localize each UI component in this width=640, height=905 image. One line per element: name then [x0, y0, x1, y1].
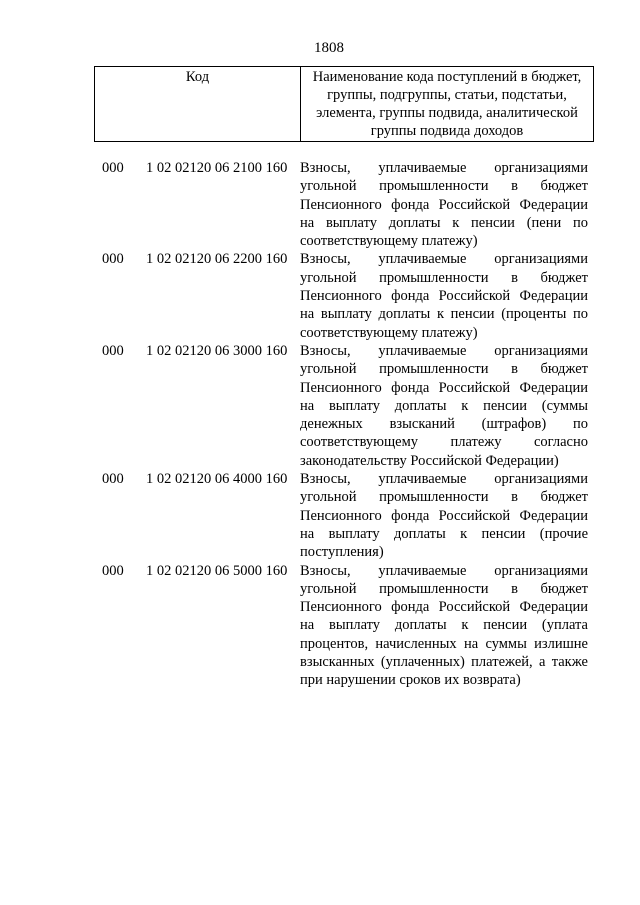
admin-code: 000 — [102, 562, 124, 579]
table-header — [94, 66, 594, 142]
admin-code: 000 — [102, 471, 124, 488]
revenue-code: 1 02 02120 06 4000 160 — [146, 471, 288, 488]
table-row — [0, 250, 640, 341]
code-column-header: Код — [95, 67, 301, 141]
table-row — [0, 342, 640, 470]
revenue-code: 1 02 02120 06 5000 160 — [146, 562, 288, 579]
name-column-header: Наименование кода поступлений в бюджет, группы, подгруппы, статьи, подстатьи, элемента, группы подвида, аналитической группы подвида доходов — [312, 69, 582, 139]
revenue-code: 1 02 02120 06 2200 160 — [146, 251, 288, 268]
table-row — [0, 562, 640, 690]
revenue-description: Взносы, уплачиваемые организациями угольной промышленности в бюджет Пенсионного фонда Российской Федерации на выплату доплаты к пенсии (прочие поступления) — [300, 471, 588, 561]
admin-code: 000 — [102, 342, 124, 359]
revenue-code: 1 02 02120 06 2100 160 — [146, 160, 288, 176]
revenue-code: 1 02 02120 06 3000 160 — [146, 342, 288, 359]
table-row — [0, 470, 640, 561]
revenue-code-list — [0, 159, 640, 690]
revenue-description: Взносы, уплачиваемые организациями угольной промышленности в бюджет Пенсионного фонда Российской Федерации на выплату доплаты к пенсии (суммы денежных взысканий (штрафов) по соответствующему платежу согласно законодательству Российской Федерации) — [300, 342, 588, 469]
page-number: 1808 — [314, 40, 344, 56]
revenue-description: Взносы, уплачиваемые организациями угольной промышленности в бюджет Пенсионного фонда Российской Федерации на выплату доплаты к пенсии (уплата процентов, начисленных на суммы излишне взысканных (уплаченных) платежей, а также при нарушении сроков их возврата) — [300, 562, 588, 689]
table-row — [0, 159, 640, 250]
admin-code: 000 — [102, 160, 124, 176]
admin-code: 000 — [102, 251, 124, 268]
revenue-description: Взносы, уплачиваемые организациями угольной промышленности в бюджет Пенсионного фонда Российской Федерации на выплату доплаты к пенсии (пени по соответствующему платежу) — [300, 160, 588, 250]
revenue-description: Взносы, уплачиваемые организациями угольной промышленности в бюджет Пенсионного фонда Российской Федерации на выплату доплаты к пенсии (проценты по соответствующему платежу) — [300, 251, 588, 341]
